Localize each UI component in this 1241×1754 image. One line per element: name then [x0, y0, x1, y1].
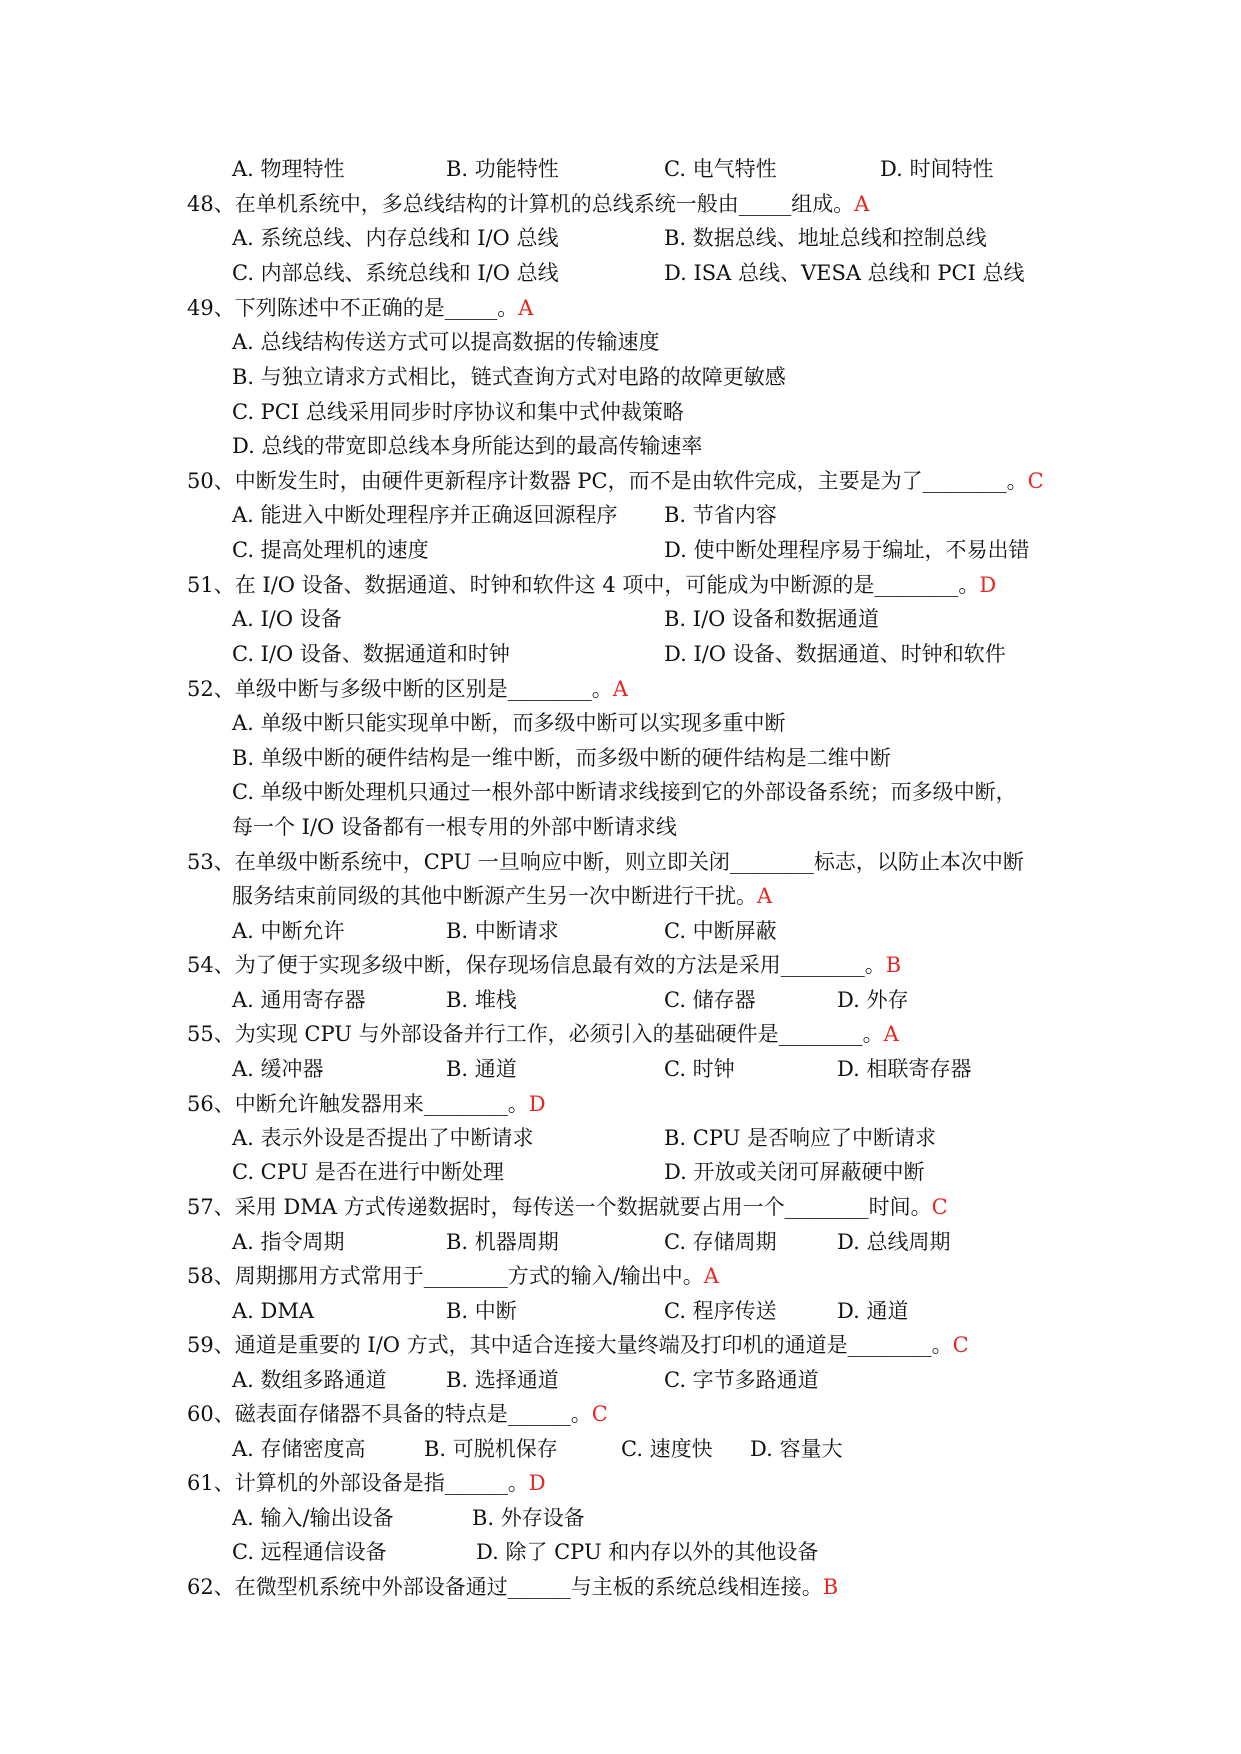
q48-option-b: B. 数据总线、地址总线和控制总线	[664, 226, 987, 250]
q61-option-a: A. 输入/输出设备	[232, 1506, 394, 1530]
q60-option-a: A. 存储密度高	[232, 1437, 366, 1461]
q61-option-c: C. 远程通信设备	[232, 1540, 387, 1564]
q47-option-d: D. 时间特性	[880, 157, 994, 181]
q51-option-a: A. I/O 设备	[232, 607, 342, 631]
q50-answer: C	[1027, 469, 1044, 493]
q58-option-c: C. 程序传送	[664, 1299, 777, 1323]
q49-option-b: B. 与独立请求方式相比，链式查询方式对电路的故障更敏感	[232, 365, 786, 389]
q48-option-c: C. 内部总线、系统总线和 I/O 总线	[232, 261, 559, 285]
q53-answer: A	[757, 884, 773, 908]
q52-option-c-continuation: 每一个 I/O 设备都有一根专用的外部中断请求线	[232, 815, 677, 839]
q50-option-d: D. 使中断处理程序易于编址，不易出错	[664, 538, 1030, 562]
q57-option-d: D. 总线周期	[837, 1230, 951, 1254]
q60-option-d: D. 容量大	[750, 1437, 843, 1461]
q60-stem: 60、磁表面存储器不具备的特点是______。C	[187, 1402, 608, 1426]
q53-option-a: A. 中断允许	[232, 919, 345, 943]
q57-option-a: A. 指令周期	[232, 1230, 345, 1254]
q53-option-b: B. 中断请求	[446, 919, 559, 943]
q50-option-a: A. 能进入中断处理程序并正确返回源程序	[232, 503, 618, 527]
q48-answer: A	[854, 192, 870, 216]
q61-stem: 61、计算机的外部设备是指______。D	[187, 1471, 546, 1495]
q55-option-d: D. 相联寄存器	[837, 1057, 972, 1081]
q54-option-c: C. 储存器	[664, 988, 756, 1012]
q52-stem: 52、单级中断与多级中断的区别是________。A	[187, 677, 628, 701]
q59-stem: 59、通道是重要的 I/O 方式，其中适合连接大量终端及打印机的通道是________。C	[187, 1333, 969, 1357]
q61-option-b: B. 外存设备	[472, 1506, 585, 1530]
q61-option-d: D. 除了 CPU 和内存以外的其他设备	[476, 1540, 819, 1564]
q56-option-b: B. CPU 是否响应了中断请求	[664, 1126, 936, 1150]
q59-option-a: A. 数组多路通道	[232, 1368, 387, 1392]
q55-option-b: B. 通道	[446, 1057, 517, 1081]
q49-stem: 49、下列陈述中不正确的是_____。A	[187, 296, 534, 320]
q53-stem-continuation: 服务结束前同级的其他中断源产生另一次中断进行干扰。A	[232, 884, 773, 908]
q51-option-d: D. I/O 设备、数据通道、时钟和软件	[664, 642, 1006, 666]
q54-option-a: A. 通用寄存器	[232, 988, 366, 1012]
q54-option-b: B. 堆栈	[446, 988, 517, 1012]
q55-option-c: C. 时钟	[664, 1057, 735, 1081]
q47-option-b: B. 功能特性	[446, 157, 559, 181]
q57-option-b: B. 机器周期	[446, 1230, 559, 1254]
q56-answer: D	[528, 1092, 546, 1116]
q52-option-b: B. 单级中断的硬件结构是一维中断，而多级中断的硬件结构是二维中断	[232, 746, 891, 770]
q49-option-d: D. 总线的带宽即总线本身所能达到的最高传输速率	[232, 434, 703, 458]
q50-option-b: B. 节省内容	[664, 503, 777, 527]
q59-option-b: B. 选择通道	[446, 1368, 559, 1392]
q56-stem: 56、中断允许触发器用来________。D	[187, 1092, 546, 1116]
q56-option-a: A. 表示外设是否提出了中断请求	[232, 1126, 534, 1150]
q56-option-c: C. CPU 是否在进行中断处理	[232, 1160, 504, 1184]
q57-option-c: C. 存储周期	[664, 1230, 777, 1254]
q54-answer: B	[885, 953, 902, 977]
q57-answer: C	[931, 1195, 948, 1219]
q59-answer: C	[952, 1333, 969, 1357]
q51-option-c: C. I/O 设备、数据通道和时钟	[232, 642, 510, 666]
q47-option-a: A. 物理特性	[232, 157, 345, 181]
q58-answer: A	[703, 1264, 719, 1288]
q55-stem: 55、为实现 CPU 与外部设备并行工作，必须引入的基础硬件是________。A	[187, 1022, 899, 1046]
q55-answer: A	[883, 1022, 899, 1046]
q51-option-b: B. I/O 设备和数据通道	[664, 607, 880, 631]
q61-answer: D	[528, 1471, 546, 1495]
q54-option-d: D. 外存	[837, 988, 909, 1012]
q49-answer: A	[518, 296, 534, 320]
q50-stem: 50、中断发生时，由硬件更新程序计数器 PC，而不是由软件完成，主要是为了________。C	[187, 469, 1044, 493]
q59-option-c: C. 字节多路通道	[664, 1368, 819, 1392]
q60-option-c: C. 速度快	[621, 1437, 713, 1461]
q49-option-a: A. 总线结构传送方式可以提高数据的传输速度	[232, 330, 660, 354]
q50-option-c: C. 提高处理机的速度	[232, 538, 429, 562]
q58-stem: 58、周期挪用方式常用于________方式的输入/输出中。A	[187, 1264, 719, 1288]
q48-option-d: D. ISA 总线、VESA 总线和 PCI 总线	[664, 261, 1025, 285]
q62-answer: B	[822, 1575, 839, 1599]
q58-option-b: B. 中断	[446, 1299, 517, 1323]
q48-stem: 48、在单机系统中，多总线结构的计算机的总线系统一般由_____组成。A	[187, 192, 870, 216]
q55-option-a: A. 缓冲器	[232, 1057, 324, 1081]
q58-option-d: D. 通道	[837, 1299, 909, 1323]
q51-stem: 51、在 I/O 设备、数据通道、时钟和软件这 4 项中，可能成为中断源的是________。D	[187, 573, 997, 597]
q57-stem: 57、采用 DMA 方式传递数据时，每传送一个数据就要占用一个________时间。C	[187, 1195, 948, 1219]
q53-option-c: C. 中断屏蔽	[664, 919, 777, 943]
q52-option-c: C. 单级中断处理机只通过一根外部中断请求线接到它的外部设备系统；而多级中断，	[232, 780, 1017, 804]
q47-option-c: C. 电气特性	[664, 157, 777, 181]
q53-stem: 53、在单级中断系统中，CPU 一旦响应中断，则立即关闭________标志，以防止本次中断	[187, 850, 1024, 874]
q52-option-a: A. 单级中断只能实现单中断，而多级中断可以实现多重中断	[232, 711, 786, 735]
q54-stem: 54、为了便于实现多级中断，保存现场信息最有效的方法是采用________。B	[187, 953, 902, 977]
q58-option-a: A. DMA	[232, 1299, 315, 1323]
q56-option-d: D. 开放或关闭可屏蔽硬中断	[664, 1160, 925, 1184]
q60-option-b: B. 可脱机保存	[424, 1437, 558, 1461]
q48-option-a: A. 系统总线、内存总线和 I/O 总线	[232, 226, 559, 250]
q51-answer: D	[979, 573, 997, 597]
q49-option-c: C. PCI 总线采用同步时序协议和集中式仲裁策略	[232, 400, 684, 424]
q60-answer: C	[591, 1402, 608, 1426]
q52-answer: A	[612, 677, 628, 701]
q62-stem: 62、在微型机系统中外部设备通过______与主板的系统总线相连接。B	[187, 1575, 839, 1599]
